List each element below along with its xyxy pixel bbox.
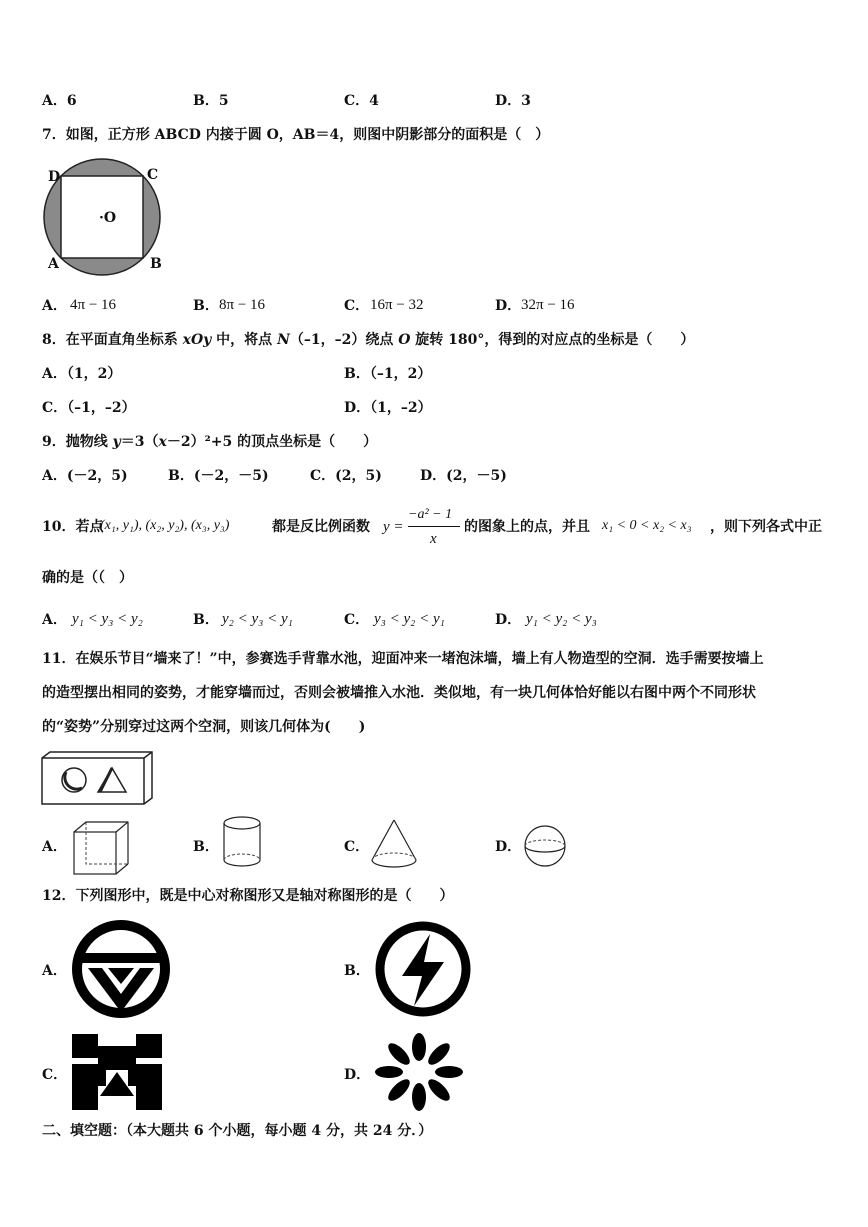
q9-stem-y: y xyxy=(112,434,121,450)
q10-func-num: −a² − 1 xyxy=(408,507,453,522)
q9-stem xyxy=(42,433,377,451)
q10-option-a-letter: A． xyxy=(42,612,67,628)
q6-option-a: A．6 xyxy=(42,93,77,109)
section-2-heading: 二、填空题：（本大题共 6 个小题，每小题 4 分，共 24 分．） xyxy=(42,1123,433,1139)
q7-figure xyxy=(36,160,171,275)
q10-condition: x₁ < 0 < x₂ < x₃ xyxy=(602,518,692,533)
q11-option-c-letter: C． xyxy=(344,839,370,855)
q11-line-2: 的造型摆出相同的姿势，才能穿墙而过，否则会被墙推入水池．类似地，有一块几何体恰好能以右图中两个不同形状 xyxy=(42,685,756,701)
q6-option-b: B．5 xyxy=(193,93,229,109)
q10-stem-d: ，则下列各式中正 xyxy=(710,519,822,535)
petal-flower-icon xyxy=(372,1032,466,1112)
q10-stem-c: 的图象上的点，并且 xyxy=(464,519,590,535)
wall-with-holes-figure xyxy=(42,748,154,806)
circle-v-logo-icon xyxy=(70,918,172,1020)
q7-option-d-value: 32π − 16 xyxy=(521,297,575,313)
q10-option-c-value: y₃ < y₂ < y₁ xyxy=(374,611,445,627)
q10-option-b-letter: B． xyxy=(193,612,219,628)
q12-option-d-letter: D． xyxy=(344,1067,371,1083)
q10-option-c-letter: C． xyxy=(344,612,370,628)
q10-stem-e: 确的是（（ ） xyxy=(42,570,133,586)
q10-fraction-bar xyxy=(408,526,460,527)
q7-option-b-value: 8π − 16 xyxy=(219,297,266,313)
q11-option-b-letter: B． xyxy=(193,839,219,855)
q8-stem-n: N xyxy=(277,332,290,348)
q7-option-a-letter: A． xyxy=(42,298,67,314)
q8-option-c: C．（–1，–2） xyxy=(42,400,136,416)
label-c: C xyxy=(147,167,159,183)
q11-option-a-letter: A． xyxy=(42,839,67,855)
q8-option-a: A．（1，2） xyxy=(42,366,122,382)
q10-option-b-value: y₂ < y₃ < y₁ xyxy=(222,611,293,627)
q8-stem-o: O xyxy=(398,332,411,348)
q8-stem-var: xOy xyxy=(182,332,212,348)
q7-stem: 7．如图，正方形 ABCD 内接于圆 O，AB＝4，则图中阴影部分的面积是（ ） xyxy=(42,127,550,143)
q10-func-den: x xyxy=(430,531,437,547)
q10-option-d-value: y₁ < y₂ < y₃ xyxy=(526,611,597,627)
q9-option-c: C．(2，5) xyxy=(310,468,382,484)
q7-option-d-letter: D． xyxy=(495,298,522,314)
q7-option-a-value: 4π − 16 xyxy=(70,297,117,313)
q10-option-a-value: y₁ < y₃ < y₂ xyxy=(72,611,143,627)
q12-option-b-letter: B． xyxy=(344,963,370,979)
q8-option-d: D．（1，–2） xyxy=(344,400,432,416)
q7-option-c-value: 16π − 32 xyxy=(370,297,424,313)
q9-stem-b: ＝3（ xyxy=(120,434,159,450)
label-b: B xyxy=(150,256,162,272)
lightning-circle-icon xyxy=(372,918,474,1020)
q9-option-d: D．(2，－5) xyxy=(420,468,507,484)
q10-stem-b: 都是反比例函数 xyxy=(272,519,370,535)
sphere-icon xyxy=(523,824,567,868)
q7-option-b-letter: B． xyxy=(193,298,219,314)
q9-option-a: A．(－2，5) xyxy=(42,468,128,484)
q11-line-1: 11．在娱乐节目“墙来了！”中，参赛选手背靠水池，迎面冲来一堵泡沫墙，墙上有人物造型的空洞．选手需要按墙上 xyxy=(42,651,764,667)
cylinder-icon xyxy=(222,816,264,868)
q11-option-d-letter: D． xyxy=(495,839,522,855)
q8-stem-d: 旋转 180°，得到的对应点的坐标是（ ） xyxy=(410,332,695,348)
q12-option-a-letter: A． xyxy=(42,963,67,979)
q9-stem-c: －2）²+5 的顶点坐标是（ ） xyxy=(166,434,378,450)
q8-option-b: B．（–1，2） xyxy=(344,366,432,382)
q11-line-3: 的“姿势”分别穿过这两个空洞，则该几何体为( ) xyxy=(42,719,366,735)
label-o: ·O xyxy=(99,210,117,226)
q6-option-c: C．4 xyxy=(344,93,379,109)
label-d: D xyxy=(48,169,61,185)
q10-points: (x₁, y₁), (x₂, y₂), (x₃, y₃) xyxy=(100,518,230,533)
q6-option-d: D．3 xyxy=(495,93,531,109)
q9-option-b: B．(－2，－5) xyxy=(168,468,269,484)
q12-option-c-letter: C． xyxy=(42,1067,68,1083)
q12-stem: 12．下列图形中，既是中心对称图形又是轴对称图形的是（ ） xyxy=(42,888,454,904)
q10-option-d-letter: D． xyxy=(495,612,522,628)
q8-stem-b: 中，将点 xyxy=(211,332,278,348)
q8-stem-a: 8．在平面直角坐标系 xyxy=(42,332,183,348)
q9-stem-a: 9．抛物线 xyxy=(42,434,113,450)
cone-icon xyxy=(370,818,418,870)
label-a: A xyxy=(48,256,59,272)
checker-pattern-icon xyxy=(72,1034,162,1110)
q10-stem-a: 10．若点 xyxy=(42,519,104,535)
q7-option-c-letter: C． xyxy=(344,298,370,314)
q8-stem-c: （–1，–2）绕点 xyxy=(289,332,399,348)
q10-func-lhs: y = xyxy=(383,519,404,535)
q9-stem-x: x xyxy=(158,434,167,450)
cube-icon xyxy=(72,820,130,876)
q8-stem xyxy=(42,331,694,349)
